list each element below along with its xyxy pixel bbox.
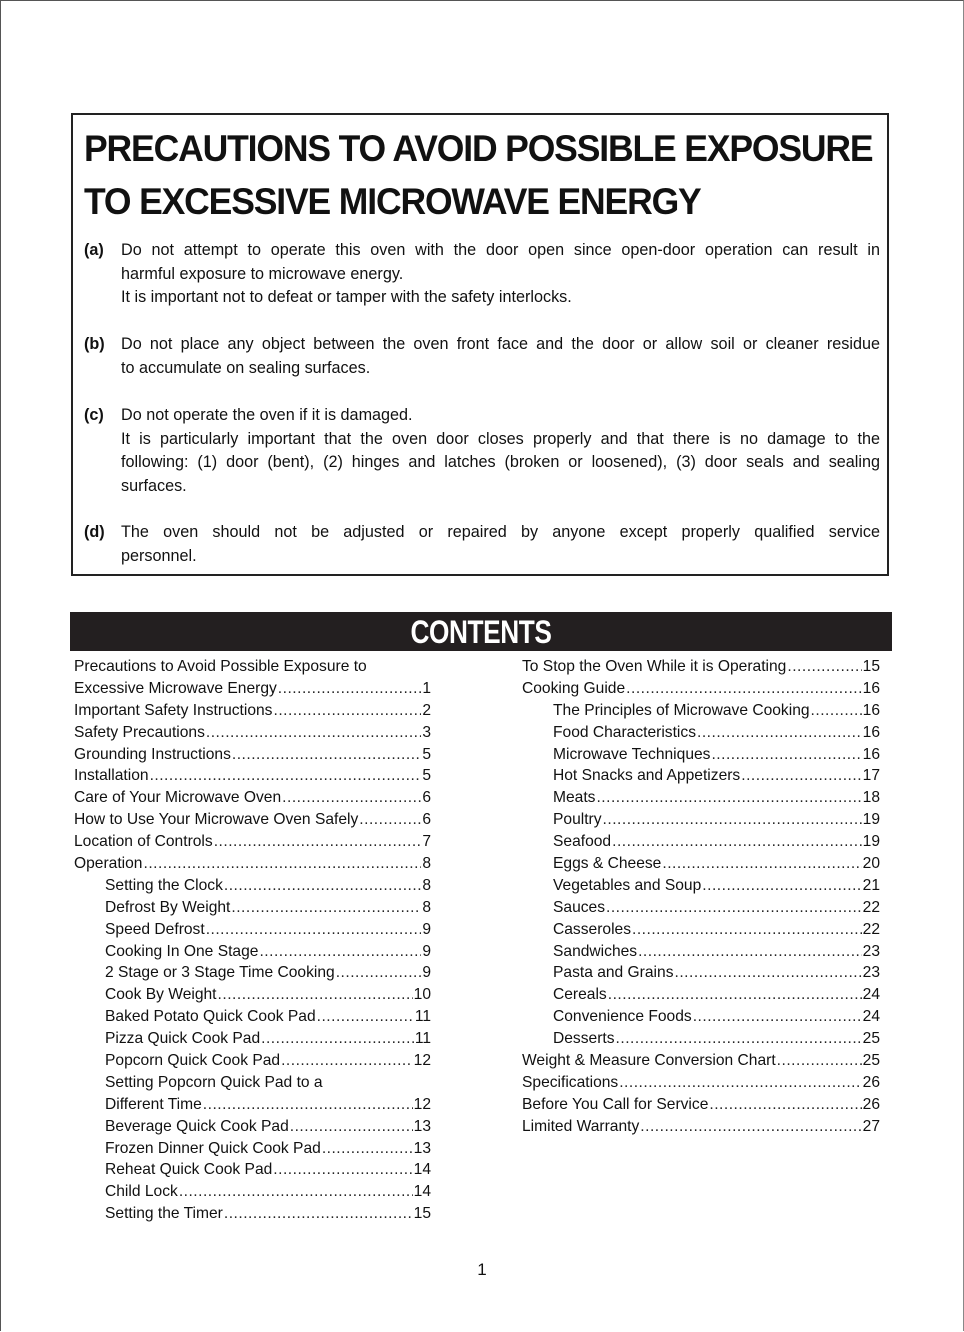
toc-entry — [74, 1203, 431, 1225]
toc-entry — [522, 809, 880, 831]
toc-entry — [522, 853, 880, 875]
toc-leader-dots — [261, 1028, 414, 1050]
toc-entry-page: 5 — [422, 745, 431, 763]
toc-entry-page: 18 — [862, 789, 880, 807]
toc-entry-label: Food Characteristics — [553, 723, 696, 741]
toc-leader-dots — [218, 984, 413, 1006]
toc-entry-page: 21 — [862, 876, 880, 894]
toc-entry — [74, 831, 431, 853]
toc-entry-label: Precautions to Avoid Possible Exposure to — [74, 658, 367, 675]
toc-entry-label: Pasta and Grains — [553, 964, 674, 982]
precautions-title-line2: TO EXCESSIVE MICROWAVE ENERGY — [84, 181, 701, 222]
toc-leader-dots — [632, 919, 862, 941]
toc-entry — [74, 678, 431, 700]
toc-leader-dots — [143, 853, 421, 875]
toc-entry-page: 8 — [422, 855, 431, 873]
toc-entry-label: Beverage Quick Cook Pad — [105, 1117, 289, 1135]
toc-entry — [74, 1072, 431, 1094]
toc-entry — [74, 700, 431, 722]
toc-entry — [74, 809, 431, 831]
toc-entry-label: Child Lock — [105, 1183, 178, 1201]
toc-entry-label: Frozen Dinner Quick Cook Pad — [105, 1139, 321, 1157]
toc-entry-page: 11 — [414, 1008, 431, 1026]
toc-entry — [522, 875, 880, 897]
toc-entry-page: 11 — [414, 1030, 431, 1048]
toc-entry-label: Seafood — [553, 833, 612, 851]
toc-entry — [74, 875, 431, 897]
toc-entry — [522, 962, 880, 984]
toc-entry — [74, 656, 431, 678]
toc-leader-dots — [150, 765, 422, 787]
toc-entry — [74, 984, 431, 1006]
toc-entry-page: 26 — [862, 1095, 880, 1113]
toc-entry — [522, 700, 880, 722]
toc-leader-dots — [777, 1050, 862, 1072]
toc-leader-dots — [596, 787, 861, 809]
toc-entry-label: Grounding Instructions — [74, 745, 231, 763]
contents-title: CONTENTS — [410, 614, 552, 650]
toc-entry-label: Setting Popcorn Quick Pad to a — [105, 1073, 323, 1091]
toc-entry-page: 14 — [413, 1161, 431, 1179]
toc-leader-dots — [231, 897, 421, 919]
toc-entry — [522, 919, 880, 941]
toc-entry-page: 26 — [862, 1073, 880, 1091]
toc-entry-page: 22 — [862, 920, 880, 938]
toc-leader-dots — [603, 809, 862, 831]
toc-leader-dots — [259, 941, 421, 963]
toc-entry-label: Baked Potato Quick Cook Pad — [105, 1008, 316, 1026]
toc-entry — [522, 831, 880, 853]
toc-entry-label: Weight & Measure Conversion Chart — [522, 1052, 776, 1070]
toc-entry-page: 13 — [413, 1139, 431, 1157]
toc-leader-dots — [619, 1072, 861, 1094]
toc-entry-label: Important Safety Instructions — [74, 701, 273, 719]
toc-entry-label: Speed Defrost — [105, 920, 205, 938]
precaution-item-d — [84, 521, 880, 568]
toc-entry — [522, 765, 880, 787]
toc-leader-dots — [787, 656, 861, 678]
toc-entry-label: Sauces — [553, 898, 606, 916]
precaution-item-b — [84, 333, 880, 380]
toc-entry-page: 13 — [413, 1117, 431, 1135]
toc-entry-label: Poultry — [553, 811, 602, 829]
toc-entry — [522, 744, 880, 766]
toc-leader-dots — [675, 962, 862, 984]
toc-leader-dots — [203, 1094, 413, 1116]
toc-entry-label: Installation — [74, 767, 149, 785]
item-line: It is important not to defeat or tamper with the safety interlocks. — [121, 288, 572, 307]
toc-entry — [74, 744, 431, 766]
toc-entry-label: Location of Controls — [74, 833, 213, 851]
toc-entry-page: 20 — [862, 855, 880, 873]
toc-entry-label: Care of Your Microwave Oven — [74, 789, 282, 807]
item-letter: (b) — [84, 335, 105, 353]
toc-entry — [522, 787, 880, 809]
toc-entry-label: How to Use Your Microwave Oven Safely — [74, 811, 359, 829]
toc-entry-label: Desserts — [553, 1030, 615, 1048]
toc-entry-page: 25 — [862, 1052, 880, 1070]
toc-leader-dots — [317, 1006, 414, 1028]
toc-leader-dots — [811, 700, 862, 722]
toc-entry-label: Reheat Quick Cook Pad — [105, 1161, 273, 1179]
toc-leader-dots — [282, 787, 421, 809]
toc-leader-dots — [273, 700, 421, 722]
toc-leader-dots — [224, 875, 421, 897]
toc-entry-page: 24 — [862, 1008, 880, 1026]
toc-entry — [74, 765, 431, 787]
toc-entry-page: 15 — [862, 658, 880, 675]
toc-entry — [522, 1050, 880, 1072]
toc-entry-page: 6 — [422, 811, 431, 829]
toc-entry-page: 23 — [862, 964, 880, 982]
toc-leader-dots — [336, 962, 422, 984]
toc-entry-page: 8 — [422, 898, 431, 916]
toc-entry — [522, 678, 880, 700]
toc-entry-label: Pizza Quick Cook Pad — [105, 1030, 261, 1048]
toc-leader-dots — [697, 722, 862, 744]
toc-entry — [522, 897, 880, 919]
toc-entry-label: Limited Warranty — [522, 1117, 640, 1135]
toc-entry — [74, 1116, 431, 1138]
toc-entry-page: 8 — [422, 876, 431, 894]
toc-entry-label: Meats — [553, 789, 596, 807]
item-line: personnel. — [121, 546, 197, 565]
toc-entry-page: 3 — [422, 723, 431, 741]
toc-leader-dots — [214, 831, 422, 853]
toc-entry-label: Cook By Weight — [105, 986, 217, 1004]
toc-leader-dots — [278, 678, 422, 700]
item-line: Do not place any object between the oven front face and the door or allow soil or cleaner residue — [121, 335, 880, 353]
toc-entry — [74, 1181, 431, 1203]
item-letter: (d) — [84, 523, 105, 541]
toc-leader-dots — [206, 722, 421, 744]
toc-entry — [522, 941, 880, 963]
toc-entry — [522, 1072, 880, 1094]
toc-entry-label: Casseroles — [553, 920, 631, 938]
toc-entry-label: Hot Snacks and Appetizers — [553, 767, 741, 785]
toc-leader-dots — [640, 1116, 861, 1138]
toc-entry-page: 15 — [413, 1205, 431, 1223]
toc-leader-dots — [322, 1138, 413, 1160]
toc-entry-label: Microwave Techniques — [553, 745, 711, 763]
toc-leader-dots — [606, 897, 862, 919]
toc-entry-label: Cereals — [553, 986, 607, 1004]
toc-entry-page: 14 — [413, 1183, 431, 1201]
precautions-title — [84, 122, 873, 228]
toc-entry — [74, 722, 431, 744]
toc-leader-dots — [702, 875, 861, 897]
item-line: to accumulate on sealing surfaces. — [121, 358, 371, 377]
toc-entry — [74, 787, 431, 809]
toc-entry-label: 2 Stage or 3 Stage Time Cooking — [105, 964, 335, 982]
toc-leader-dots — [281, 1050, 413, 1072]
toc-entry-label: Before You Call for Service — [522, 1095, 709, 1113]
toc-entry-label: Safety Precautions — [74, 723, 205, 741]
toc-entry-page: 19 — [862, 833, 880, 851]
item-line: The oven should not be adjusted or repaired by anyone except properly qualified service — [121, 523, 880, 541]
toc-entry-label: Different Time — [105, 1095, 202, 1113]
toc-entry — [522, 1006, 880, 1028]
toc-entry-page: 16 — [862, 701, 880, 719]
toc-entry — [74, 1094, 431, 1116]
toc-entry-label: To Stop the Oven While it is Operating — [522, 658, 787, 675]
toc-leader-dots — [224, 1203, 413, 1225]
item-line: Do not attempt to operate this oven with the door open since open-door operation can result in — [121, 241, 880, 259]
precaution-item-a — [84, 239, 880, 310]
toc-entry — [74, 919, 431, 941]
toc-entry-page: 9 — [422, 964, 431, 982]
toc-entry — [74, 941, 431, 963]
toc-leader-dots — [616, 1028, 862, 1050]
toc-entry-label: Convenience Foods — [553, 1008, 692, 1026]
toc-leader-dots — [626, 678, 861, 700]
toc-entry-page: 25 — [862, 1030, 880, 1048]
toc-entry-label: Setting the Clock — [105, 876, 223, 894]
toc-entry — [74, 1028, 431, 1050]
toc-entry — [522, 1116, 880, 1138]
precautions-title-line1: PRECAUTIONS TO AVOID POSSIBLE EXPOSURE — [84, 128, 873, 169]
toc-entry-page: 22 — [862, 898, 880, 916]
toc-leader-dots — [693, 1006, 862, 1028]
toc-leader-dots — [179, 1181, 413, 1203]
item-line: Do not operate the oven if it is damaged. — [121, 406, 413, 424]
toc-entry — [522, 984, 880, 1006]
contents-header-bar — [70, 612, 892, 651]
toc-entry-page: 12 — [413, 1095, 431, 1113]
toc-entry-page: 23 — [862, 942, 880, 960]
item-line: It is particularly important that the oven door closes properly and that there is no damage to the — [121, 429, 880, 448]
toc-leader-dots — [232, 744, 421, 766]
toc-entry-page: 17 — [862, 767, 880, 785]
toc-entry-page: 24 — [862, 986, 880, 1004]
toc-leader-dots — [711, 744, 861, 766]
item-line: following: (1) door (bent), (2) hinges and latches (broken or loosened), (3) door seals and sealing — [121, 453, 880, 472]
toc-leader-dots — [608, 984, 862, 1006]
toc-leader-dots — [359, 809, 421, 831]
toc-entry-label: Sandwiches — [553, 942, 638, 960]
item-line: harmful exposure to microwave energy. — [121, 264, 404, 283]
toc-entry-page: 6 — [422, 789, 431, 807]
item-line: surfaces. — [121, 476, 187, 495]
toc-entry — [522, 722, 880, 744]
toc-entry-label: Eggs & Cheese — [553, 855, 662, 873]
toc-entry-page: 10 — [413, 986, 431, 1004]
toc-entry — [74, 1159, 431, 1181]
toc-entry — [74, 853, 431, 875]
toc-entry-label: Vegetables and Soup — [553, 876, 702, 894]
toc-entry-page: 1 — [422, 679, 431, 697]
precaution-item-c — [84, 404, 880, 498]
toc-leader-dots — [612, 831, 862, 853]
toc-entry-label: Defrost By Weight — [105, 898, 231, 916]
toc-entry-label: Specifications — [522, 1073, 619, 1091]
toc-entry — [74, 897, 431, 919]
toc-leader-dots — [206, 919, 422, 941]
toc-leader-dots — [741, 765, 861, 787]
toc-leader-dots — [638, 941, 862, 963]
toc-entry-label: Operation — [74, 855, 143, 873]
item-letter: (a) — [84, 241, 104, 259]
toc-entry — [74, 1006, 431, 1028]
toc-entry-label: Cooking In One Stage — [105, 942, 259, 960]
toc-entry — [522, 1028, 880, 1050]
toc-entry-label: Setting the Timer — [105, 1205, 223, 1223]
toc-left-column — [74, 656, 431, 1225]
toc-entry-page: 9 — [422, 920, 431, 938]
item-letter: (c) — [84, 406, 104, 424]
toc-entry-page: 2 — [422, 701, 431, 719]
toc-entry — [522, 1094, 880, 1116]
toc-entry-page: 16 — [862, 745, 880, 763]
toc-entry — [74, 1138, 431, 1160]
toc-entry-label: The Principles of Microwave Cooking — [553, 701, 810, 719]
toc-entry-page: 7 — [422, 833, 431, 851]
toc-entry-label: Excessive Microwave Energy — [74, 679, 277, 697]
toc-leader-dots — [709, 1094, 861, 1116]
toc-entry-label: Popcorn Quick Cook Pad — [105, 1052, 281, 1070]
toc-entry — [74, 962, 431, 984]
toc-entry-page: 16 — [862, 723, 880, 741]
toc-right-column — [522, 656, 880, 1138]
toc-leader-dots — [662, 853, 861, 875]
toc-entry-page: 19 — [862, 811, 880, 829]
toc-entry-page: 5 — [422, 767, 431, 785]
toc-entry — [74, 1050, 431, 1072]
toc-entry-page: 16 — [862, 679, 880, 697]
toc-leader-dots — [290, 1116, 413, 1138]
toc-leader-dots — [273, 1159, 412, 1181]
toc-entry — [522, 656, 880, 678]
toc-entry-label: Cooking Guide — [522, 679, 626, 697]
page-number: 1 — [477, 1260, 487, 1279]
toc-entry-page: 9 — [422, 942, 431, 960]
toc-entry-page: 27 — [862, 1117, 880, 1135]
toc-entry-page: 12 — [413, 1052, 431, 1070]
